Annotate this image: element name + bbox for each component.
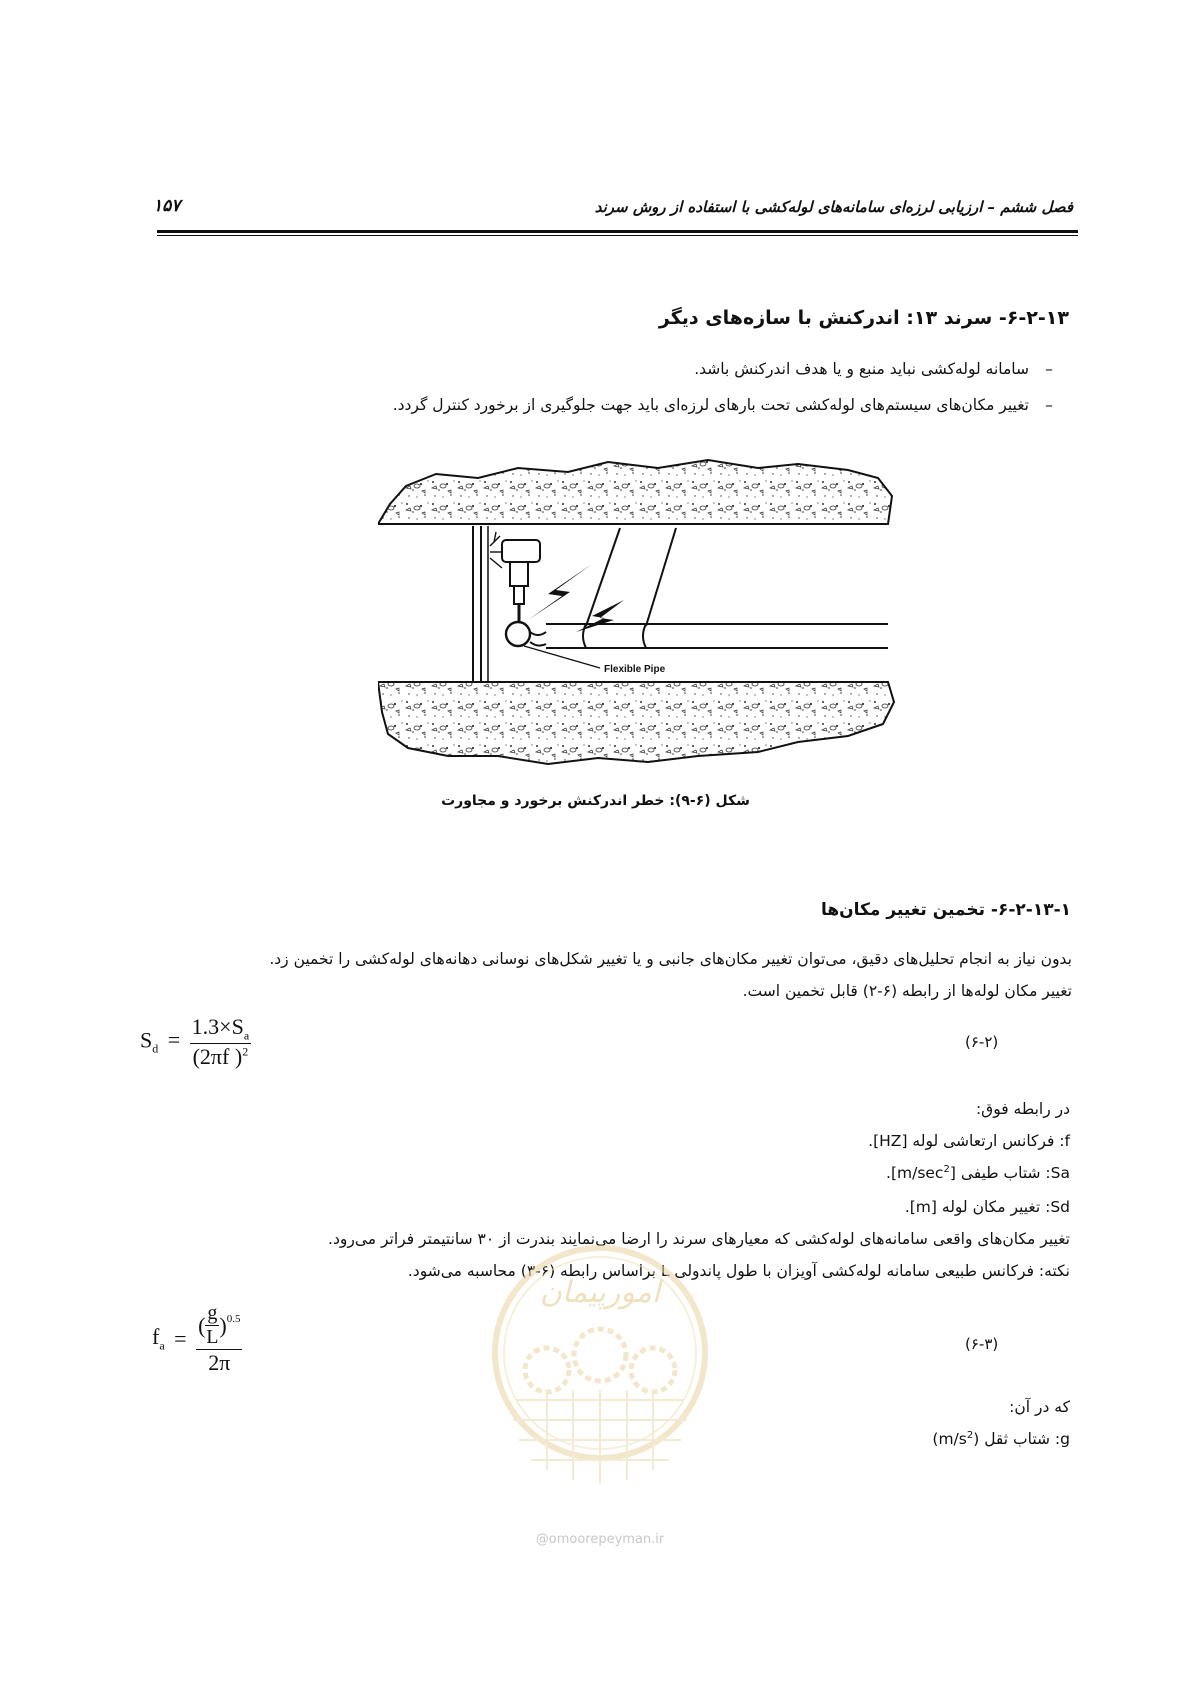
page-number: ۱۵۷ xyxy=(153,196,181,216)
lightning-icon xyxy=(576,600,624,632)
top-slab xyxy=(378,460,892,524)
bullet-dash: – xyxy=(1045,360,1053,378)
definition-sd: Sd: تغییر مکان لوله [m]. xyxy=(904,1198,1070,1216)
pipe-coupling xyxy=(506,622,530,646)
watermark-logo xyxy=(487,1240,713,1500)
equation-number: (۶-۳) xyxy=(965,1335,999,1353)
definition-f: f: فرکانس ارتعاشی لوله [HZ]. xyxy=(868,1132,1070,1150)
interaction-figure xyxy=(378,456,898,768)
equation-number: (۶-۲) xyxy=(965,1033,999,1051)
definitions-intro: در رابطه فوق: xyxy=(975,1100,1070,1118)
bullet-text: تغییر مکان‌های سیستم‌های لوله‌کشی تحت بارهای لرزه‌ای باید جهت جلوگیری از برخورد کنترل گردد. xyxy=(392,396,1029,414)
header-rule-thin xyxy=(157,235,1078,236)
note-line: نکته: فرکانس طبیعی سامانه لوله‌کشی آویزان با طول پاندولی L براساس رابطه (۶-۳) محاسبه می‌شود. xyxy=(407,1262,1070,1280)
bullet-text: سامانه لوله‌کشی نباید منبع و یا هدف اندرکنش باشد. xyxy=(694,360,1029,378)
figure-label: Flexible Pipe xyxy=(604,664,666,675)
definition-g: g: شتاب ثقل $(m/s^2)$ xyxy=(932,1430,1070,1449)
bullet-dash: – xyxy=(1045,396,1053,414)
note-line: تغییر مکان‌های واقعی سامانه‌های لوله‌کشی که معیارهای سرند را ارضا می‌نمایند بندرت از ۳۰ سانتیمتر فراتر می‌رود. xyxy=(328,1230,1070,1248)
bullet-item xyxy=(393,396,1069,414)
lightning-icon xyxy=(528,564,592,620)
chapter-title: فصل ششم – ارزیابی لرزه‌ای سامانه‌های لوله‌کشی با استفاده از روش سرند xyxy=(594,198,1073,216)
svg-text:امورپیمان: امورپیمان xyxy=(539,1275,661,1310)
figure-caption: شکل (۶-۹): خطر اندرکنش برخورد و مجاورت xyxy=(441,793,750,809)
bottom-slab xyxy=(378,682,894,764)
bullet-item xyxy=(694,360,1069,378)
header-rule xyxy=(157,230,1078,233)
paragraph-line: بدون نیاز به انجام تحلیل‌های دقیق، می‌توان تغییر مکان‌های جانبی و یا تغییر شکل‌های نوسانی دهانه‌های لوله‌کشی را تخمین زد. xyxy=(269,950,1072,968)
watermark-url: @omoorepeyman.ir xyxy=(535,1532,665,1547)
definition-sa: Sa: شتاب طیفی $[m/\sec^2]$. xyxy=(886,1164,1070,1183)
equation-fa: $f_a$ = ( $\frac{g}{L}$ )$^{0.5}$ 2π xyxy=(152,1302,241,1375)
paragraph-line: تغییر مکان لوله‌ها از رابطه (۶-۲) قابل تخمین است. xyxy=(742,982,1072,1000)
hanging-device xyxy=(502,540,540,562)
subsection-heading: ۶-۲-۱۳-۱- تخمین تغییر مکان‌ها xyxy=(820,900,1071,920)
section-heading: ۶-۲-۱۳- سرند ۱۳: اندرکنش با سازه‌های دیگر xyxy=(658,307,1069,329)
where-intro: که در آن: xyxy=(1009,1398,1070,1416)
equation-sd: $S_d$ = $\frac{1.3\times S_a}{(2\pi f )^2}$ xyxy=(140,1014,250,1070)
